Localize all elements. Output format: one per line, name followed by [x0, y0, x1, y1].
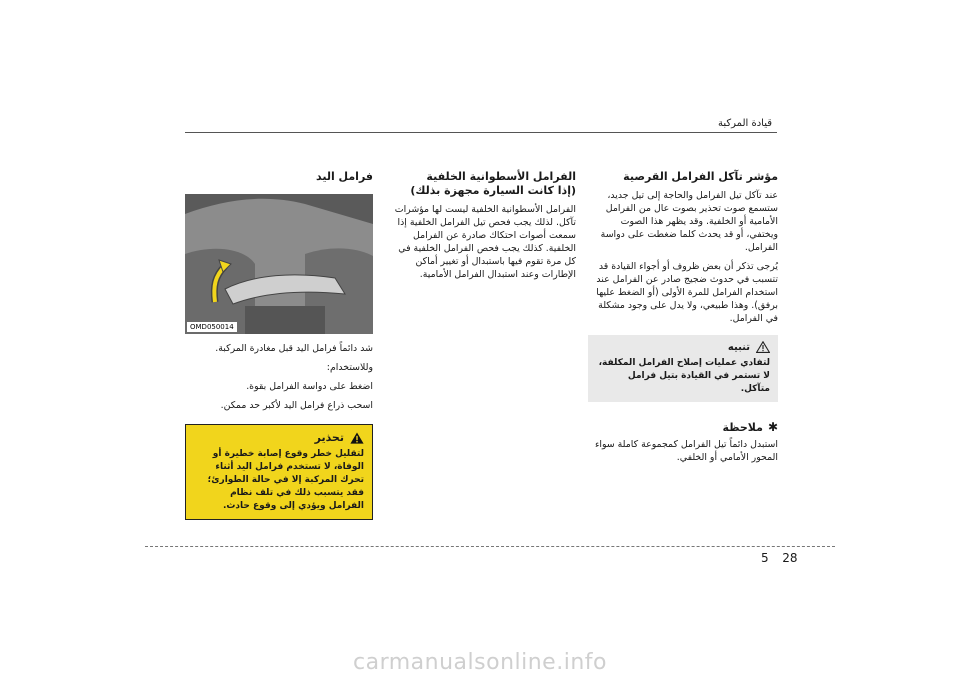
- notice-box: [588, 335, 778, 402]
- footer-rule: [145, 546, 835, 547]
- warning-triangle-icon: [350, 432, 364, 444]
- paragraph: الفرامل الأسطوانية الخلفية ليست لها مؤشرات تآكل. لذلك يجب فحص تيل الفرامل الخلفية إذا سمعت أصوات احتكاك صادرة عن الفرامل الخلفية. كذلك يجب فحص الفرامل الخلفية في كل مرة تقوم فيها باستبدال أو تغيير أماكن الإطارات وعند استبدال الفرامل الأمامية.: [394, 204, 576, 280]
- warning-text: لتقليل خطر وقوع إصابة خطيرة أو الوفاة، لا تستخدم فرامل اليد أثناء تحرك المركبة إلا في حالة الطوارئ؛ فقد يتسبب ذلك في تلف نظام الفرامل ويؤدي إلى وقوع حادث.: [207, 449, 364, 511]
- running-header: قيادة المركبة: [718, 118, 772, 129]
- paragraph: يُرجى تذكر أن بعض ظروف أو أجواء القيادة قد تتسبب في حدوث ضجيج صادر عن الفرامل عند استخدام الفرامل للمرة الأولى (أو الضغط عليها برفق). وهذا طبيعي، ولا يدل على وجود مشكلة في الفرامل.: [596, 261, 778, 324]
- caution-label: ملاحظة: [722, 420, 763, 434]
- parking-brake-section: [185, 170, 373, 520]
- watermark: carmanualsonline.info: [353, 650, 607, 675]
- paragraph: اضغط على دواسة الفرامل بقوة.: [246, 381, 373, 392]
- page-number: [761, 551, 798, 565]
- paragraph: وللاستخدام:: [326, 362, 373, 373]
- notice-label: تنبيه: [727, 341, 750, 353]
- section-number: 5: [761, 551, 769, 565]
- star-icon: ✱: [767, 420, 778, 434]
- heading-line: (إذا كانت السيارة مجهزة بذلك): [410, 184, 576, 197]
- photo-caption: OMD050014: [187, 322, 237, 332]
- header-rule: [185, 132, 777, 133]
- notice-text: لتفادي عمليات إصلاح الفرامل المكلفة، لا تستمر في القيادة بتيل فرامل متآكل.: [598, 358, 770, 394]
- rear-drum-brakes-section: [388, 170, 576, 287]
- paragraph: اسحب ذراع فرامل اليد لأكبر حد ممكن.: [220, 400, 373, 411]
- parking-brake-illustration: [185, 194, 373, 334]
- warning-triangle-icon: [756, 341, 770, 353]
- paragraph: عند تآكل تيل الفرامل والحاجة إلى تيل جديد، ستسمع صوت تحذير بصوت عال من الفرامل الأمامية أو الخلفية. وقد يظهر هذا الصوت ويختفي، أو قد يحدث كلما ضغطت على دواسة الفرامل.: [600, 190, 778, 253]
- section-heading: مؤشر تآكل الفرامل القرصية: [623, 170, 778, 183]
- heading-line: الفرامل الأسطوانية الخلفية: [426, 170, 576, 183]
- section-heading: فرامل اليد: [315, 170, 373, 183]
- brake-wear-indicator-section: [588, 170, 778, 470]
- parking-brake-photo: [185, 194, 373, 334]
- paragraph: شد دائماً فرامل اليد قبل مغادرة المركبة.: [215, 343, 373, 354]
- section-heading: [388, 170, 576, 198]
- warning-box: [185, 424, 373, 520]
- warning-label: تحذير: [314, 431, 344, 444]
- caution-text: استبدل دائماً تيل الفرامل كمجموعة كاملة سواء المحور الأمامي أو الخلفي.: [594, 439, 778, 463]
- page-number-value: 28: [782, 551, 798, 565]
